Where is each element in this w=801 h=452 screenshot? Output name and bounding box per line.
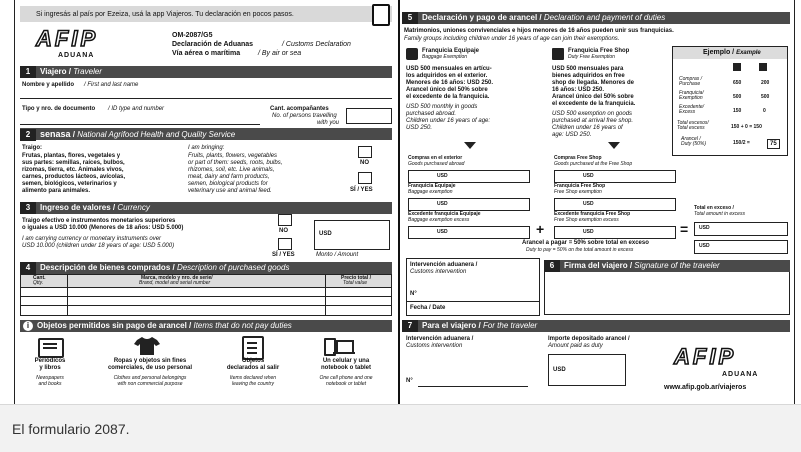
s2-no-label: NO — [360, 160, 369, 166]
s7-importe-es: Importe depositado arancel / — [548, 336, 630, 342]
ex-val-purchase-a: 650 — [733, 80, 742, 86]
section-7-header: 7 Para el viajero / For the traveler — [402, 320, 790, 332]
s3-no-checkbox[interactable] — [278, 214, 292, 226]
ex-row-purchase: Compras / Purchase — [679, 76, 703, 87]
logo-bottom-sub: ADUANA — [722, 371, 759, 378]
notice-text: Si ingresás al país por Ezeiza, usá la app Viajeros. Tu declaración en pocos pasos. — [36, 11, 294, 18]
fr-fs-label-en: Free Shop exemption — [554, 189, 602, 195]
shopping-bag-icon — [552, 48, 564, 60]
compras-fs-label-es: Compras Free Shop — [554, 155, 602, 161]
s2-es-list: Frutas, plantas, flores, vegetales y sus partes: semillas, raíces, bulbos, rizomas, tierra, etc. Animales vivos, carnes, productos lácteos, avícolas, semen, biológicos, veterinarios y alimento para animales. — [22, 153, 126, 194]
s3-es: Traigo efectivo e instrumentos monetarios superiores o iguales a USD 10.000 (Menores de 18 años: USD 5.000) I am carrying currency or monetary instruments over USD 10.000 (children under 18 years of age: USD 5.000) — [22, 218, 184, 249]
phone-laptop-icon — [324, 338, 354, 356]
col-qty-es: Cant. — [33, 275, 46, 281]
goods-col-divider-1 — [67, 275, 68, 315]
goods-col-divider-2 — [325, 275, 326, 315]
logo-bottom-text: AFIP — [674, 344, 737, 369]
col-qty-en: Qtty. — [33, 280, 44, 286]
s5-intro-es: Matrimonios, uniones convivenciales e hijos menores de 16 años pueden unir sus franquicias. — [404, 28, 674, 34]
compras-fs-label-en: Goods purchased at the Free Shop — [554, 161, 633, 167]
s2-traigo: Traigo: — [22, 145, 43, 151]
companions-label-en2: with you — [317, 120, 340, 126]
s5-intro-en: Family groups including children under 16 years of age can join their exemptions. — [404, 36, 620, 42]
s7-importe-en: Amount paid as duty — [548, 343, 603, 349]
phone-icon — [372, 4, 390, 26]
companions-label-en: No. of persons travelling — [272, 113, 337, 119]
afip-logo — [34, 28, 126, 62]
example-bag-icons — [759, 63, 767, 71]
form-right-page — [402, 0, 790, 404]
s7-interv-es: Intervención aduanera / — [406, 336, 474, 342]
form-title-en: / Customs Declaration — [282, 41, 351, 48]
s3-yes-label: SÍ / YES — [272, 252, 295, 258]
arrow-down-icon — [464, 142, 476, 149]
ex-val-purchase-b: 200 — [761, 80, 770, 86]
fr1-title-en: Baggage Exemption — [422, 54, 468, 60]
exc-eq-field[interactable]: USD — [408, 226, 530, 239]
fr1-title-es: Franquicia Equipaje — [422, 48, 480, 54]
col-brand-es: Marca, modelo y nro. de serie/ — [141, 275, 213, 281]
arancel-field[interactable]: USD — [694, 240, 788, 254]
section-6-header: 6 Firma del viajero / Signature of the traveler — [544, 260, 790, 272]
s7-amount-field[interactable]: USD — [548, 354, 626, 386]
caption-text: El formulario 2087. — [12, 421, 130, 437]
exc-fs-label-en: Free Shop exemption excess — [554, 217, 619, 223]
s3-yes-checkbox[interactable] — [278, 238, 292, 250]
fr2-title-en: Duty Free Exemption — [568, 54, 615, 60]
exc-eq-label-es: Excedente franquicia Equipaje — [408, 211, 481, 217]
section-5-header: 5 Declaración y pago de arancel / Declaration and payment of duties — [402, 12, 790, 24]
signature-field[interactable] — [544, 272, 790, 315]
arancel-label-es: Arancel a pagar = 50% sobre total en exceso — [522, 240, 649, 246]
item-declared: Objetos declarados al salir Items declared when leaving the country — [226, 358, 280, 387]
section-3-header: 3 Ingreso de valores / Currency — [20, 202, 392, 214]
ex-row-excess: Excedente/ Excess — [679, 104, 705, 115]
col-brand-en: Brand, model and serial number — [139, 280, 211, 286]
col-price-en: Total value — [343, 280, 367, 286]
item-clothes: Ropas y objetos sin fines comerciales, de uso personal Clothes and personal belongings with non commercial purpose — [107, 358, 193, 387]
section-4-header: 4 Descripción de bienes comprados / Description of purchased goods — [20, 262, 392, 274]
s2-no-checkbox[interactable] — [358, 146, 372, 158]
compras-fs-field[interactable]: USD — [554, 170, 676, 183]
ex-val-excess-b: 0 — [763, 108, 766, 114]
compras-label-es: Compras en el exterior — [408, 155, 463, 161]
total-label-en: Total amount in excess — [694, 211, 745, 217]
page-divider — [398, 0, 400, 404]
fr2-text: USD 500 mensuales para bienes adquiridos en free shop de llegada. Menores de 16 años: USD 250. Arancel único del 50% sobre el excedente de la franquicia. USD 500 exemption on goods purchased at arrival free shop. Children under 16 years of age: USD 250. — [552, 66, 636, 138]
arancel-label-en: Duty to pay = 50% on the total amount in excess — [526, 247, 634, 253]
ex-row-duty: Arancel / Duty (50%) — [681, 136, 707, 147]
section-2-header: 2 senasa / National Agrifood Health and Quality Service — [20, 128, 392, 140]
afip-url[interactable]: www.afip.gob.ar/viajeros — [664, 384, 747, 391]
item-newspapers: Periódicos y libros Newspapers and books — [34, 358, 66, 387]
total-label-es: Total en exceso / — [694, 205, 734, 211]
s2-yes-label: SÍ / YES — [350, 187, 373, 193]
interv-fecha: Fecha / Date — [410, 305, 446, 311]
plus-sign: + — [536, 221, 545, 237]
ex-val-exemption-a: 500 — [733, 94, 742, 100]
example-bag-icons — [733, 63, 741, 71]
fr-fs-label-es: Franquicia Free Shop — [554, 183, 606, 189]
ex-val-excess-a: 150 — [733, 108, 742, 114]
interv-n: N° — [410, 291, 417, 297]
name-field[interactable] — [20, 98, 392, 99]
section-items-header: i Objetos permitidos sin pago de arancel / Items that do not pay duties — [20, 320, 392, 332]
section-1-header: 1 Viajero / Traveler — [20, 66, 392, 78]
exc-eq-label-en: Baggage exemption excess — [408, 217, 470, 223]
goods-row[interactable] — [21, 296, 391, 297]
s7-n: N° — [406, 378, 413, 384]
ex-val-exemption-b: 500 — [761, 94, 770, 100]
fr-eq-label-en: Baggage exemption — [408, 189, 453, 195]
image-caption — [0, 404, 801, 452]
item-phone: Un celular y una notebook o tablet One cell phone and one notebook or tablet — [319, 358, 373, 387]
compras-field[interactable]: USD — [408, 170, 530, 183]
s3-amount-label: Monto / Amount — [316, 252, 359, 258]
customs-intervention-box — [406, 258, 540, 316]
afip-logo-bottom — [672, 346, 772, 380]
example-box — [672, 46, 788, 156]
newspaper-icon — [38, 338, 64, 358]
companions-field[interactable] — [346, 108, 392, 124]
s3-no-label: NO — [279, 228, 288, 234]
form-title-es: Declaración de Aduanas — [172, 41, 254, 48]
notice-banner — [20, 6, 392, 22]
form-via-es: Vía aérea o marítima — [172, 50, 241, 57]
compras-label-en: Goods purchased abroad — [408, 161, 465, 167]
doc-label-es: Tipo y nro. de documento — [22, 106, 96, 112]
form-left-edge — [14, 0, 15, 404]
interv-title-es: Intervención aduanera / — [410, 262, 478, 268]
fr-eq-field[interactable]: USD — [408, 198, 530, 211]
form-code: OM-2087/G5 — [172, 32, 213, 39]
col-price-es: Precio total / — [341, 275, 372, 281]
name-label-en: / First and last name — [84, 82, 139, 88]
equals-sign: = — [680, 221, 689, 237]
baggage-icon — [406, 48, 418, 60]
s3-usd-label: USD — [319, 231, 332, 237]
form-right-edge — [794, 0, 795, 404]
ex-row-total: Total excesos/ Total excess — [677, 120, 709, 131]
form-left-page — [20, 0, 392, 404]
companions-label-es: Cant. acompañantes — [270, 106, 329, 112]
form-via-en: / By air or sea — [258, 50, 302, 57]
logo-subtext: ADUANA — [58, 52, 95, 59]
tshirt-icon — [134, 336, 160, 356]
ex-val-duty-a: 150/2 = — [733, 140, 750, 146]
s7-interv-en: Customs intervention — [406, 343, 463, 349]
doc-field[interactable] — [20, 124, 260, 125]
ex-row-exemption: Franquicia/ Exemption — [679, 90, 704, 101]
ex-val-duty-b: 75 — [767, 139, 780, 149]
interv-title-en: Customs intervention — [410, 269, 467, 275]
fr-fs-field[interactable]: USD — [554, 198, 676, 211]
fr2-title-es: Franquicia Free Shop — [568, 48, 630, 54]
s2-bringing: I am bringing: — [188, 145, 225, 151]
name-label-es: Nombre y apellido — [22, 82, 75, 88]
goods-row[interactable] — [21, 305, 391, 306]
exc-fs-field[interactable]: USD — [554, 226, 676, 239]
s2-yes-checkbox[interactable] — [358, 172, 372, 184]
logo-text: AFIP — [36, 26, 99, 51]
exc-fs-label-es: Excedente franquicia Free Shop — [554, 211, 631, 217]
fr1-text: USD 500 mensuales en artícu- los adquiridos en el exterior. Menores de 16 años: USD 250. Arancel único del 50% sobre el excedente de la franquicia. USD 500 monthly in goods purchased abroad. Children under 16 years of age: USD 250. — [406, 66, 494, 131]
fr-eq-label-es: Franquicia Equipaje — [408, 183, 456, 189]
ex-val-total: 150 + 0 = 150 — [731, 124, 762, 130]
total-field[interactable]: USD — [694, 222, 788, 236]
s2-en-list: Fruits, plants, flowers, vegetables or part of them: seeds, roots, bulbs, rhizomes, soil, etc. Live animals, meat, dairy and farm products, semen, biological products for veterinary use and animal feed. — [188, 153, 283, 194]
s3-amount-field[interactable] — [314, 220, 390, 250]
arrow-down-icon — [608, 142, 620, 149]
s7-n-line[interactable] — [418, 386, 528, 387]
goods-table — [20, 274, 392, 316]
interv-divider — [407, 301, 539, 302]
declared-items-icon — [242, 336, 264, 360]
doc-label-en: / ID type and number — [108, 106, 165, 112]
example-title: Ejemplo / Example — [703, 49, 761, 56]
